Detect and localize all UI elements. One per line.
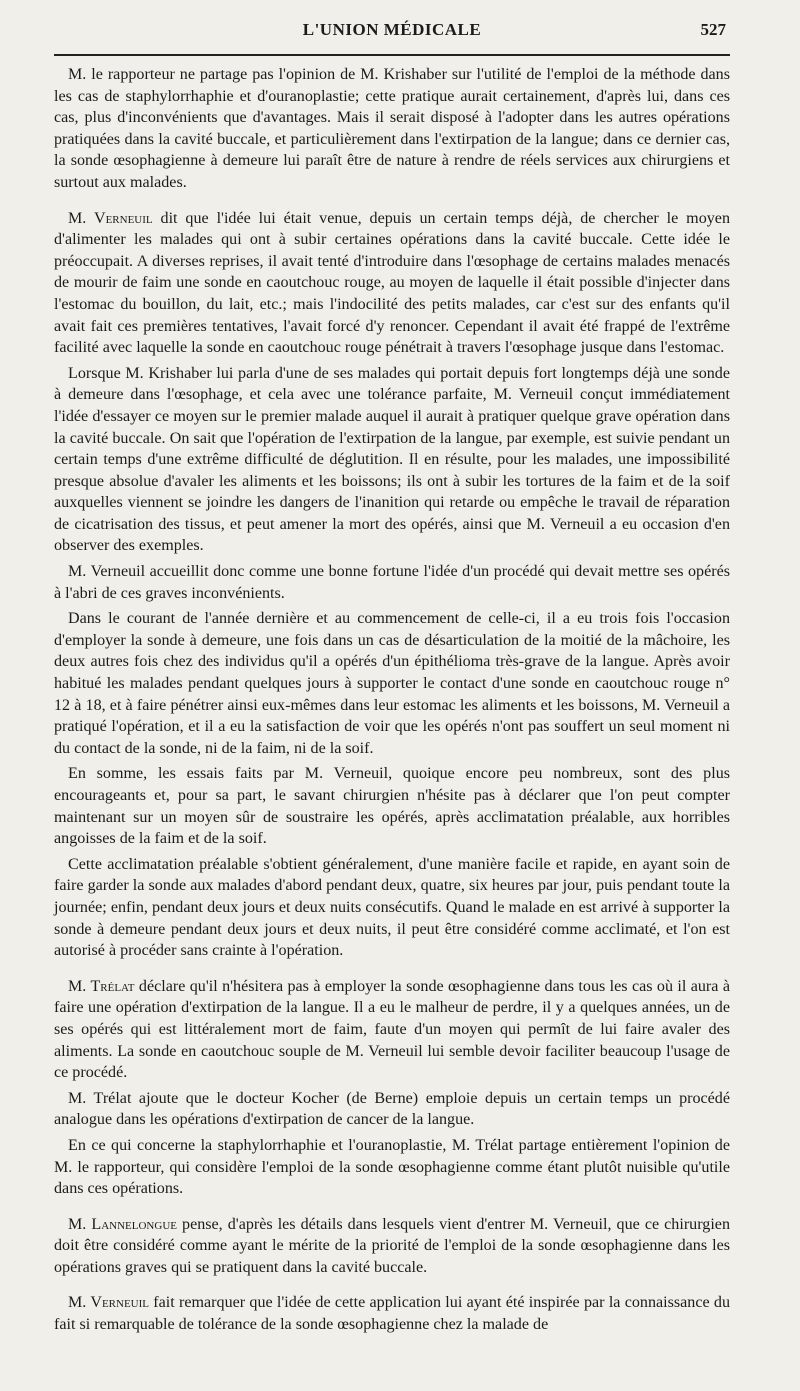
paragraph-text: M. Trélat ajoute que le docteur Kocher (de Berne) emploie depuis un certain temps un procédé analogue dans les opérations d'extirpation de cancer de la langue. [54,1089,730,1129]
paragraph-text: En somme, les essais faits par M. Verneuil, quoique encore peu nombreux, sont des plus encourageants et, pour sa part, le savant chirurgien n'hésite pas à déclarer que l'on peut compter maintenant sur un moyen sûr de soustraire les opérés, après acclimatation préalable, aux horribles angoisses de la faim et de la soif. [54,765,730,848]
paragraph [54,1088,730,1131]
paragraph [54,208,730,359]
paragraph-text: déclare qu'il n'hésitera pas à employer la sonde œsophagienne dans tous les cas où il aura à faire une opération d'extirpation de la langue. Il a eu le malheur de perdre, il y a quelques années, un de ses opérés qui est littéralement mort de faim, faute d'un moyen qui permît de lui faire avaler des aliments. La sonde en caoutchouc souple de M. Verneuil lui semble devoir faciliter beaucoup l'usage de ce procédé. [54,977,730,1082]
paragraph-text: En ce qui concerne la staphylorrhaphie et l'ouranoplastie, M. Trélat partage entièrement l'opinion de M. le rapporteur, qui considère l'emploi de la sonde œsophagienne comme étant plutôt nuisible qu'utile dans ces opérations. [54,1136,730,1198]
paragraph-text: Dans le courant de l'année dernière et au commencement de celle-ci, il a eu trois fois l'occasion d'employer la sonde à demeure, une fois dans un cas de désarticulation de la moitié de la mâchoire, les deux autres fois chez des individus qu'il a opérés d'un épithélioma très-grave de la langue. Après avoir habitué les malades pendant quelques jours à supporter le contact d'une sonde en caoutchouc rouge n° 12 à 18, et à faire pénétrer ainsi eux-mêmes dans leur estomac les aliments et les boissons, M. Verneuil a pratiqué l'opération, et il a eu la satisfaction de voir que les opérés n'ont pas souffert un seul moment ni du contact de la sonde, ni de la faim, ni de la soif. [54,610,730,757]
document-page [54,0,730,1391]
paragraph-text: M. Verneuil accueillit donc comme une bonne fortune l'idée d'un procédé qui devait mettre ses opérés à l'abri de ces graves inconvénients. [54,563,730,602]
paragraph [54,854,730,962]
speaker-name: M. Verneuil [68,209,153,227]
page-number: 527 [700,20,726,39]
paragraph [54,763,730,849]
paragraph-text: M. le rapporteur ne partage pas l'opinion de M. Krishaber sur l'utilité de l'emploi de la méthode dans les cas de staphylorrhaphie et d'ouranoplastie; cette pratique aurait certainement, d'après lui, dans ces cas, plus d'inconvénients que d'avantages. Mais il serait disposé à l'adopter dans les autres opérations pratiquées dans la cavité buccale, et particulièrement dans l'extirpation de la langue; dans ce dernier cas, la sonde œsophagienne à demeure lui paraît être de nature à rendre de réels services aux chirurgiens et surtout aux malades. [54,66,730,191]
paragraph [54,561,730,604]
speaker-name: M. Trélat [68,977,135,995]
paragraph [54,1292,730,1335]
paragraph [54,976,730,1084]
paragraph [54,608,730,759]
header-rule [54,54,730,56]
paragraph [54,1214,730,1279]
article-body [54,64,730,1340]
paragraph-text: Lorsque M. Krishaber lui parla d'une de ses malades qui portait depuis fort longtemps déjà une sonde à demeure dans l'œsophage, et cela avec une tolérance parfaite, M. Verneuil conçut immédiatement l'idée d'essayer ce moyen sur le premier malade auquel il aurait à pratiquer quelque grave opération dans la cavité buccale. On sait que l'opération de l'extirpation de la langue, par exemple, est suivie pendant un certain temps d'une extrême difficulté de déglutition. Il en résulte, pour les malades, une impossibilité presque absolue d'avaler les aliments et les boissons; ils ont à subir les tortures de la faim et de la soif auxquelles viennent se joindre les dangers de l'inanition qui retarde ou empêche le travail de réparation de cicatrisation des tissus, et peut amener la mort des opérés, ainsi que M. Verneuil a eu occasion d'en observer des exemples. [54,364,730,555]
paragraph-text: fait remarquer que l'idée de cette application lui ayant été inspirée par la connaissance du fait si remarquable de tolérance de la sonde œsophagienne chez la malade de [54,1294,730,1334]
speaker-name: M. Verneuil [68,1294,149,1312]
speaker-name: M. Lannelongue [68,1215,177,1233]
paragraph [54,64,730,194]
paragraph [54,1135,730,1200]
paragraph-text: dit que l'idée lui était venue, depuis un certain temps déjà, de chercher le moyen d'alimenter les malades qui ont à subir certaines opérations dans la cavité buccale. Cette idée le préoccupait. A diverses reprises, il avait tenté d'introduire dans l'œsophage de certains malades menacés de mourir de faim une sonde en caoutchouc rouge, au moyen de laquelle il était possible d'injecter dans l'estomac du bouillon, du lait, etc.; mais l'indocilité des petits malades, car c'est sur des enfants qu'il avait fait ces premières tentatives, l'avait forcé d'y renoncer. Cependant il avait été frappé de l'extrême facilité avec laquelle la sonde en caoutchouc rouge pénétrait à travers l'œsophage jusque dans l'estomac. [54,209,730,357]
paragraph [54,363,730,557]
page-header [54,0,730,50]
running-title: L'UNION MÉDICALE [302,20,482,39]
paragraph-text: pense, d'après les détails dans lesquels vient d'entrer M. Verneuil, que ce chirurgien doit être considéré comme ayant le mérite de la priorité de l'emploi de la sonde œsophagienne dans les opérations graves qui se pratiquent dans la cavité buccale. [54,1215,731,1276]
paragraph-text: Cette acclimatation préalable s'obtient généralement, d'une manière facile et rapide, en ayant soin de faire garder la sonde aux malades d'abord pendant deux, quatre, six heures par jour, puis pendant toute la journée; enfin, pendant deux jours et deux nuits consécutifs. Quand le malade en est arrivé à supporter la sonde à demeure pendant deux jours et deux nuits, il peut être considéré comme acclimaté, et l'on est autorisé à procéder sans crainte à l'opération. [54,855,730,960]
